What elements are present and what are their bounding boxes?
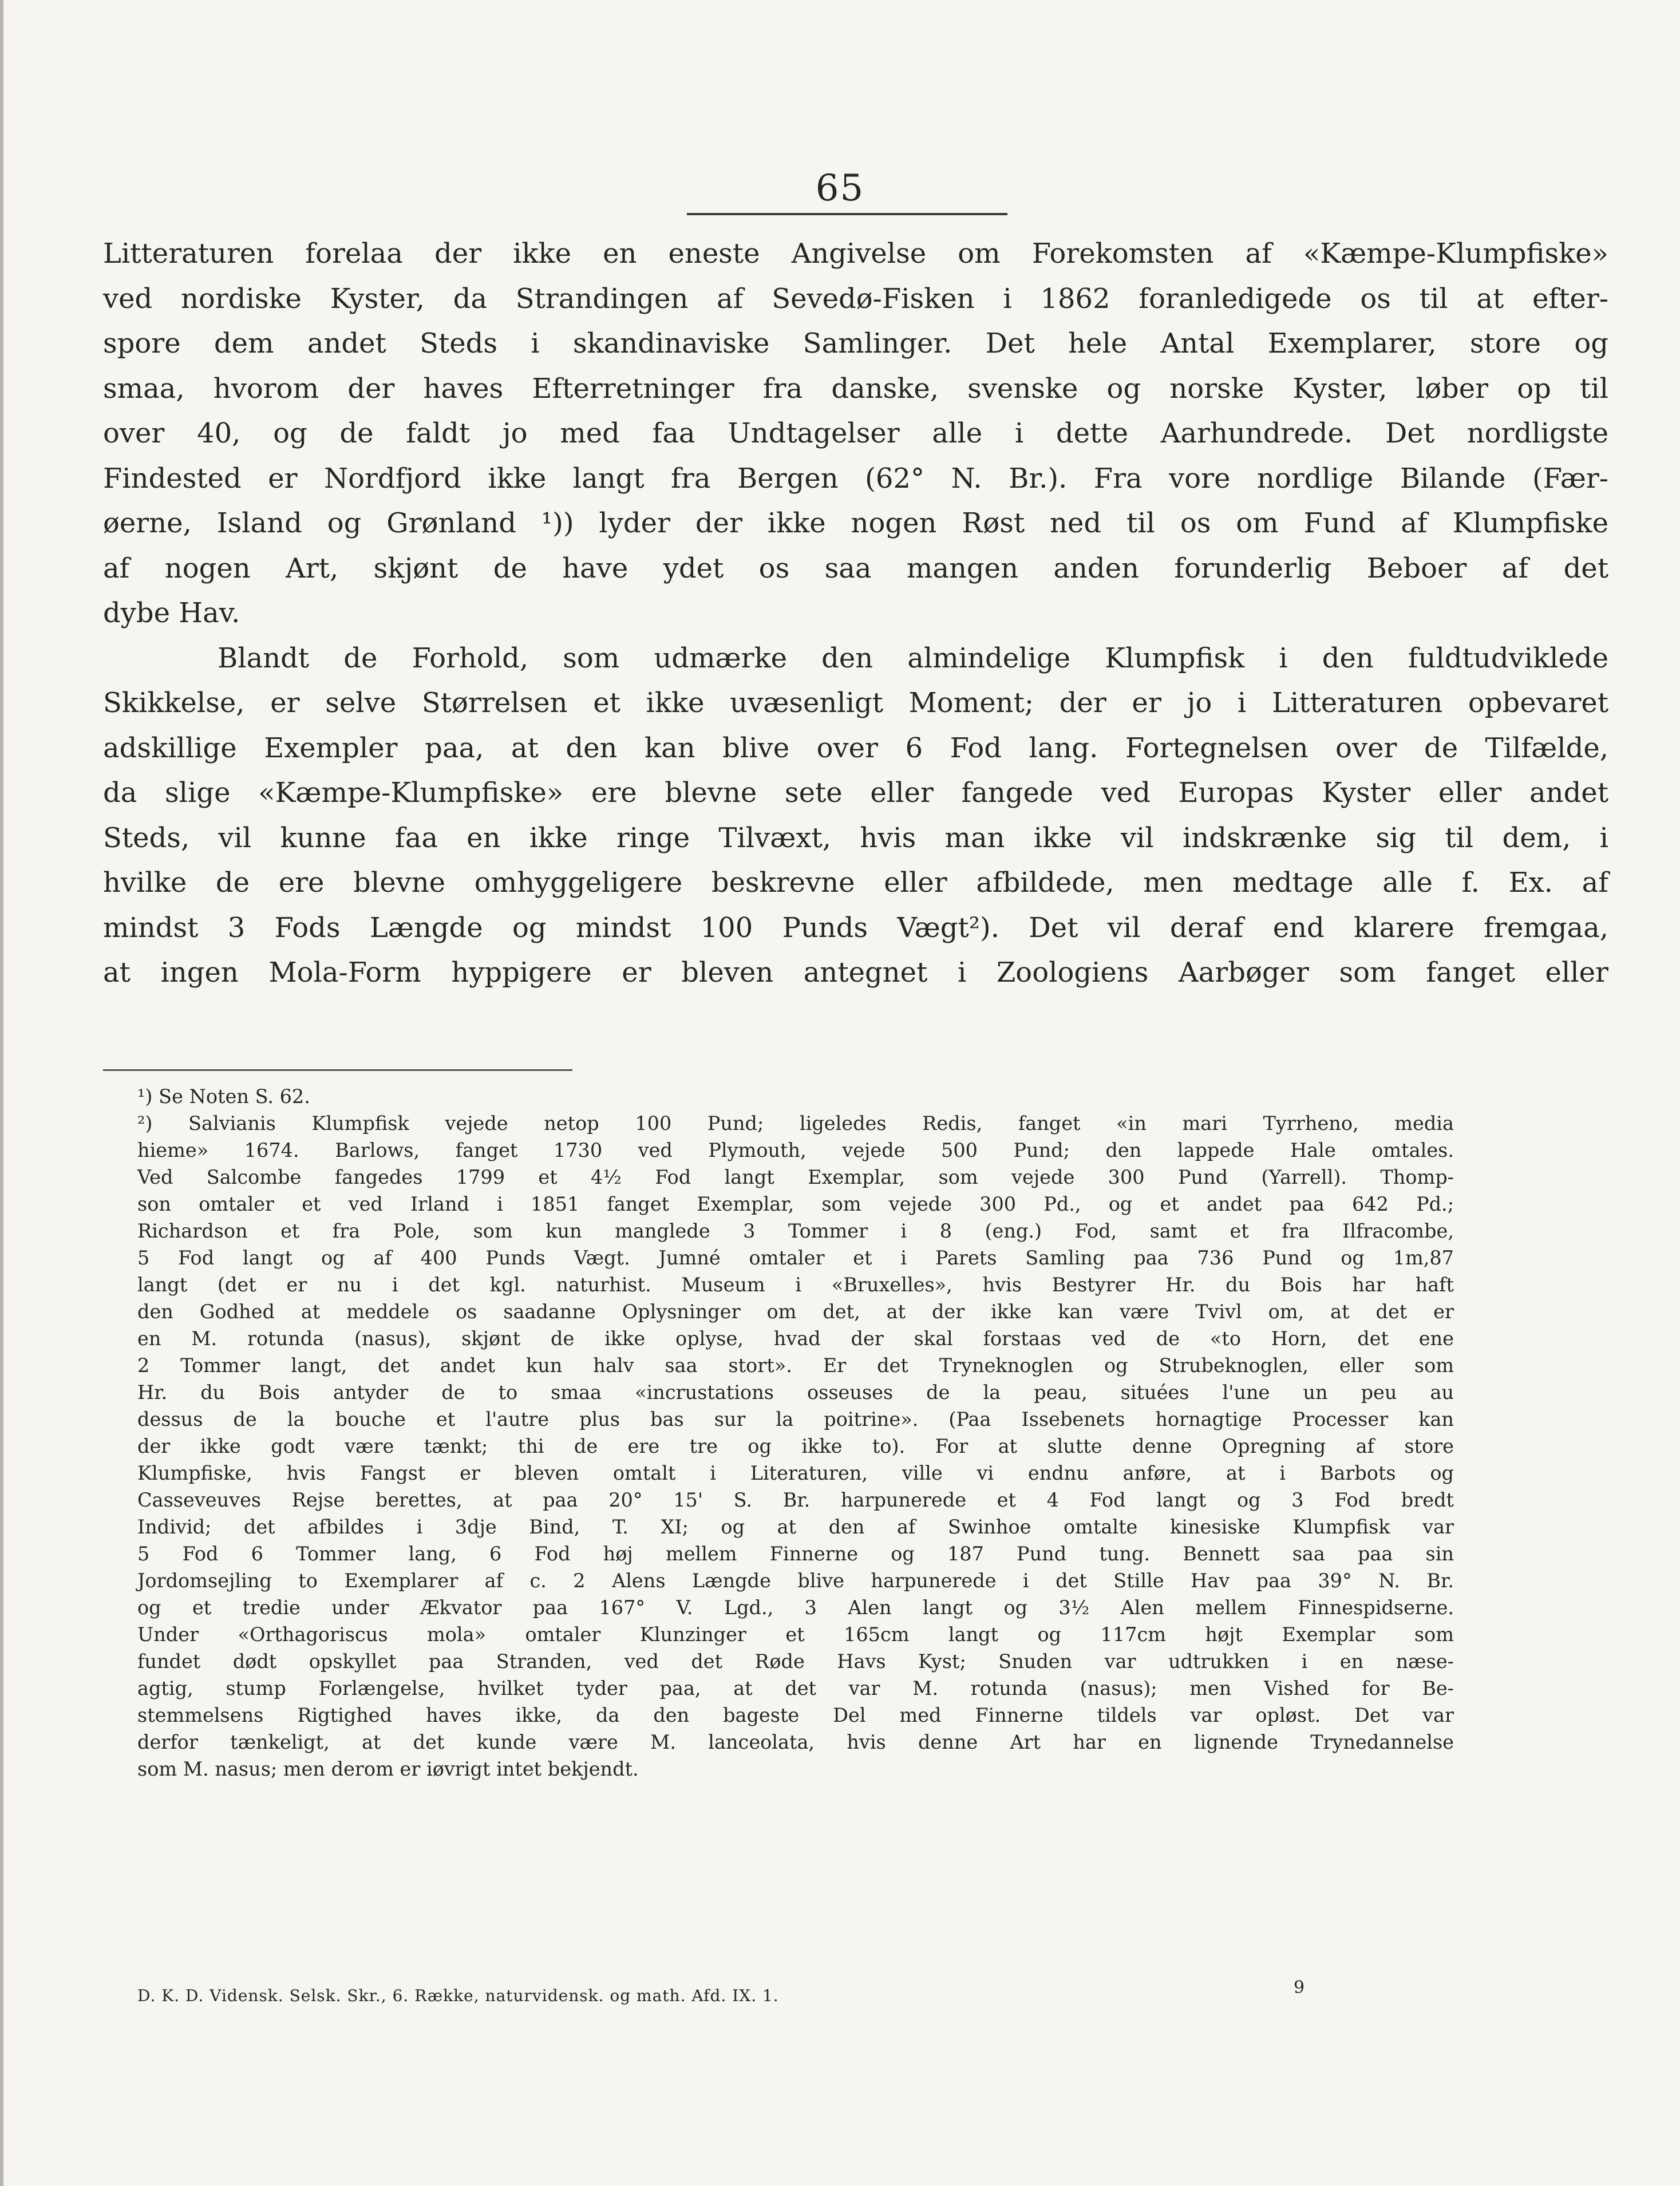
footnote-line: Jordomsejling to Exemplarer af c. 2 Alens Længde blive harpunerede i det Stille Hav paa 39° N. Br. [137, 1570, 1454, 1592]
page-edge-shadow [0, 0, 3, 2186]
text-line: adskillige Exempler paa, at den kan blive over 6 Fod lang. Fortegnelsen over de Tilfælde, [103, 732, 1608, 764]
footnote-line: agtig, stump Forlængelse, hvilket tyder paa, at det var M. rotunda (nasus); men Vished for Be- [137, 1677, 1454, 1699]
text-line: smaa, hvorom der haves Efterretninger fra danske, svenske og norske Kyster, løber op til [103, 372, 1608, 405]
main-text [103, 231, 1608, 995]
page-number-rule [687, 213, 1007, 215]
footnote-line: ²) Salvianis Klumpfisk vejede netop 100 Pund; ligeledes Redis, fanget «in mari Tyrrheno, media [137, 1112, 1454, 1134]
footnote-line: hieme» 1674. Barlows, fanget 1730 ved Plymouth, vejede 500 Pund; den lappede Hale omtales. [137, 1139, 1454, 1161]
text-line: mindst 3 Fods Længde og mindst 100 Punds Vægt²). Det vil deraf end klarere fremgaa, [103, 911, 1608, 944]
footnote-line: en M. rotunda (nasus), skjønt de ikke oplyse, hvad der skal forstaas ved de «to Horn, det ene [137, 1327, 1454, 1350]
footnote-line: Ved Salcombe fangedes 1799 et 4½ Fod langt Exemplar, som vejede 300 Pund (Yarrell). Thomp- [137, 1166, 1454, 1188]
series-footer: D. K. D. Vidensk. Selsk. Skr., 6. Række, naturvidensk. og math. Afd. IX. 1. [137, 1986, 779, 2005]
footnote-line: dessus de la bouche et l'autre plus bas sur la poitrine». (Paa Issebenets hornagtige Processer kan [137, 1408, 1454, 1430]
text-line: at ingen Mola-Form hyppigere er bleven antegnet i Zoologiens Aarbøger som fanget eller [103, 956, 1608, 989]
signature-mark: 9 [1294, 1978, 1305, 1998]
footnote-line: Under «Orthagoriscus mola» omtaler Klunzinger et 165cm langt og 117cm højt Exemplar som [137, 1623, 1454, 1646]
footnote-line: Klumpfiske, hvis Fangst er bleven omtalt i Literaturen, ville vi endnu anføre, at i Barbots og [137, 1462, 1454, 1484]
text-line: da slige «Kæmpe-Klumpfiske» ere blevne sete eller fangede ved Europas Kyster eller andet [103, 777, 1608, 809]
text-line: Litteraturen forelaa der ikke en eneste Angivelse om Forekomsten af «Kæmpe-Klumpfiske» [103, 238, 1608, 270]
text-line: Skikkelse, er selve Størrelsen et ikke uvæsenligt Moment; der er jo i Litteraturen opbevaret [103, 687, 1608, 719]
footnote-line: Individ; det afbildes i 3dje Bind, T. XI; og at den af Swinhoe omtalte kinesiske Klumpfisk var [137, 1516, 1454, 1538]
footnote-line: son omtaler et ved Irland i 1851 fanget Exemplar, som vejede 300 Pd., og et andet paa 642 Pd.; [137, 1193, 1454, 1215]
text-line: af nogen Art, skjønt de have ydet os saa mangen anden forunderlig Beboer af det [103, 552, 1608, 584]
text-line: over 40, og de faldt jo med faa Undtagelser alle i dette Aarhundrede. Det nordligste [103, 417, 1608, 449]
text-line: øerne, Island og Grønland ¹)) lyder der ikke nogen Røst ned til os om Fund af Klumpfiske [103, 507, 1608, 539]
footnote-line: 5 Fod langt og af 400 Punds Vægt. Jumné omtaler et i Parets Samling paa 736 Pund og 1m,87 [137, 1247, 1454, 1269]
text-line: Blandt de Forhold, som udmærke den almindelige Klumpfisk i den fuldtudviklede [218, 642, 1608, 674]
text-line: ved nordiske Kyster, da Strandingen af Sevedø-Fisken i 1862 foranledigede os til at efter- [103, 282, 1608, 315]
footnote-line: langt (det er nu i det kgl. naturhist. Museum i «Bruxelles», hvis Bestyrer Hr. du Bois har haft [137, 1274, 1454, 1296]
footnote-rule [103, 1069, 572, 1071]
text-line: Findested er Nordfjord ikke langt fra Bergen (62° N. Br.). Fra vore nordlige Bilande (Fær- [103, 462, 1608, 495]
text-line: hvilke de ere blevne omhyggeligere beskrevne eller afbildede, men medtage alle f. Ex. af [103, 867, 1608, 899]
footnote-line: som M. nasus; men derom er iøvrigt intet bekjendt. [137, 1758, 639, 1780]
footnote-line: 5 Fod 6 Tommer lang, 6 Fod høj mellem Finnerne og 187 Pund tung. Bennett saa paa sin [137, 1543, 1454, 1565]
footnote-line: Richardson et fra Pole, som kun manglede 3 Tommer i 8 (eng.) Fod, samt et fra Ilfracombe, [137, 1220, 1454, 1242]
footnote-line: Casseveuves Rejse berettes, at paa 20° 15' S. Br. harpunerede et 4 Fod langt og 3 Fod bredt [137, 1489, 1454, 1511]
footnote-line: derfor tænkeligt, at det kunde være M. lanceolata, hvis denne Art har en lignende Trynedannelse [137, 1731, 1454, 1753]
text-line: spore dem andet Steds i skandinaviske Samlinger. Det hele Antal Exemplarer, store og [103, 327, 1608, 359]
footnote-line: stemmelsens Rigtighed haves ikke, da den bageste Del med Finnerne tildels var opløst. Det var [137, 1704, 1454, 1726]
text-line: Steds, vil kunne faa en ikke ringe Tilvæxt, hvis man ikke vil indskrænke sig til dem, i [103, 821, 1608, 854]
footnote-line: 2 Tommer langt, det andet kun halv saa stort». Er det Tryneknoglen og Strubeknoglen, eller som [137, 1354, 1454, 1377]
page-number: 65 [815, 167, 865, 209]
text-line: dybe Hav. [103, 597, 240, 629]
footnote-line: den Godhed at meddele os saadanne Oplysninger om det, at der ikke kan være Tvivl om, at det er [137, 1300, 1454, 1323]
footnote-line: ¹) Se Noten S. 62. [137, 1085, 310, 1108]
footnote-line: og et tredie under Ækvator paa 167° V. Lgd., 3 Alen langt og 3½ Alen mellem Finnespidserne. [137, 1596, 1454, 1619]
footnote-line: fundet dødt opskyllet paa Stranden, ved det Røde Havs Kyst; Snuden var udtrukken i en næse- [137, 1650, 1454, 1673]
footnote-line: der ikke godt være tænkt; thi de ere tre og ikke to). For at slutte denne Opregning af store [137, 1435, 1454, 1457]
footnote-line: Hr. du Bois antyder de to smaa «incrustations osseuses de la peau, situées l'une un peu au [137, 1381, 1454, 1404]
footnotes [137, 1083, 1454, 1782]
